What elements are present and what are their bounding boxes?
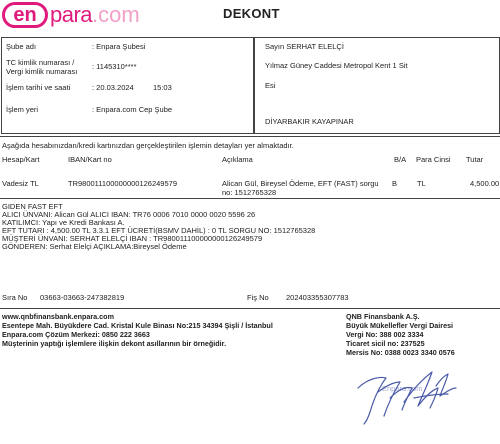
header-description: Açıklama	[222, 155, 253, 164]
divider-bottom	[0, 308, 500, 309]
header-iban: IBAN/Kart no	[68, 155, 112, 164]
date-value: : 20.03.2024	[92, 83, 134, 92]
intro-text: Aşağıda hesabınızdan/kredi kartınızdan gerçekleştirilen işlemin detayları yer almaktadır.	[2, 141, 294, 150]
row-account: Vadesiz TL	[2, 179, 39, 188]
document-title: DEKONT	[223, 6, 280, 21]
tax-number: Vergi No: 388 002 3334	[346, 330, 424, 339]
header-currency: Para Cinsi	[416, 155, 451, 164]
row-iban: TR980011100000000126249579	[68, 179, 177, 188]
divider-top	[0, 136, 500, 137]
trade-registry: Ticaret sicil no: 237525	[346, 339, 425, 348]
stamp-text: Enpara.com	[382, 384, 423, 393]
detail-line: ALICI ÜNVANI: Alican Gül ALICI IBAN: TR76 0006 7010 0000 0020 5596 26	[2, 210, 256, 219]
recipient-name: Sayın SERHAT ELELÇİ	[265, 42, 344, 51]
branch-label: Şube adı	[6, 42, 37, 51]
tckn-value: : 1145310****	[92, 62, 137, 71]
footer-support-phone: Enpara.com Çözüm Merkezi: 0850 222 3663	[2, 330, 150, 339]
recipient-box	[254, 37, 500, 134]
tckn-label-line2: Vergi kimlik numarası	[6, 67, 78, 76]
row-currency: TL	[417, 179, 426, 188]
tckn-label-line1: TC kimlik numarası /	[6, 58, 75, 67]
place-label: İşlem yeri	[6, 105, 39, 114]
footer-address: Esentepe Mah. Büyükdere Cad. Kristal Kule Binası No:215 34394 Şişli / İstanbul	[2, 321, 273, 330]
logo-com-text: .com	[92, 2, 140, 27]
recipient-address-line1: Yılmaz Güney Caddesi Metropol Kent 1 Sit	[265, 61, 408, 70]
header-ba: B/A	[394, 155, 407, 164]
header-amount: Tutar	[466, 155, 484, 164]
footer-disclaimer: Müşterinin yaptığı işlemlere ilişkin dekont asıllarının bir örneğidir.	[2, 339, 227, 348]
receipt-value: 202403355307783	[286, 293, 349, 302]
mersis-number: Mersis No: 0388 0023 3340 0576	[346, 348, 455, 357]
detail-line: GIDEN FAST EFT	[2, 202, 63, 211]
sequence-label: Sıra No	[2, 293, 28, 302]
footer-website: www.qnbfinansbank.enpara.com	[2, 312, 114, 321]
signature-icon	[344, 358, 474, 428]
transaction-info-box	[1, 37, 254, 134]
branch-value: : Enpara Şubesi	[92, 42, 146, 51]
detail-line: EFT TUTARI : 4,500.00 TL 3.3.1 EFT ÜCRETİ(BSMV DAHİL) : 0 TL SORGU NO: 1512765328	[2, 226, 316, 235]
sequence-value: 03663-03663-247382819	[40, 293, 125, 302]
logo-para-text: para	[50, 2, 93, 27]
datetime-label: İşlem tarihi ve saati	[6, 83, 71, 92]
company-name: QNB Finansbank A.Ş.	[346, 312, 420, 321]
receipt-label: Fiş No	[247, 293, 269, 302]
place-value: : Enpara.com Cep Şube	[92, 105, 173, 114]
recipient-address-line2: Esi	[265, 81, 276, 90]
signature-stamp	[344, 358, 474, 428]
row-amount: 4,500.00	[470, 179, 500, 188]
enpara-logo	[2, 0, 140, 30]
row-description-line1: Alican Gül, Bireysel Ödeme, EFT (FAST) sorgu	[222, 179, 379, 188]
detail-line: MÜŞTERİ ÜNVANI: SERHAT ELELÇİ IBAN : TR980011100000000126249579	[2, 234, 263, 243]
time-value: 15:03	[153, 83, 172, 92]
tax-office: Büyük Mükellefler Vergi Dairesi	[346, 321, 454, 330]
divider-middle	[0, 198, 500, 199]
detail-line: GÖNDEREN: Serhat Elelçi AÇIKLAMA:Bireysel Ödeme	[2, 242, 187, 251]
row-description-line2: no: 1512765328	[222, 188, 277, 197]
recipient-city: DİYARBAKIR KAYAPINAR	[265, 117, 354, 126]
logo-en-mark: en	[2, 2, 48, 28]
row-ba: B	[392, 179, 398, 188]
header-account: Hesap/Kart	[2, 155, 40, 164]
detail-line: KATILIMCI: Yapı ve Kredi Bankası A.	[2, 218, 125, 227]
